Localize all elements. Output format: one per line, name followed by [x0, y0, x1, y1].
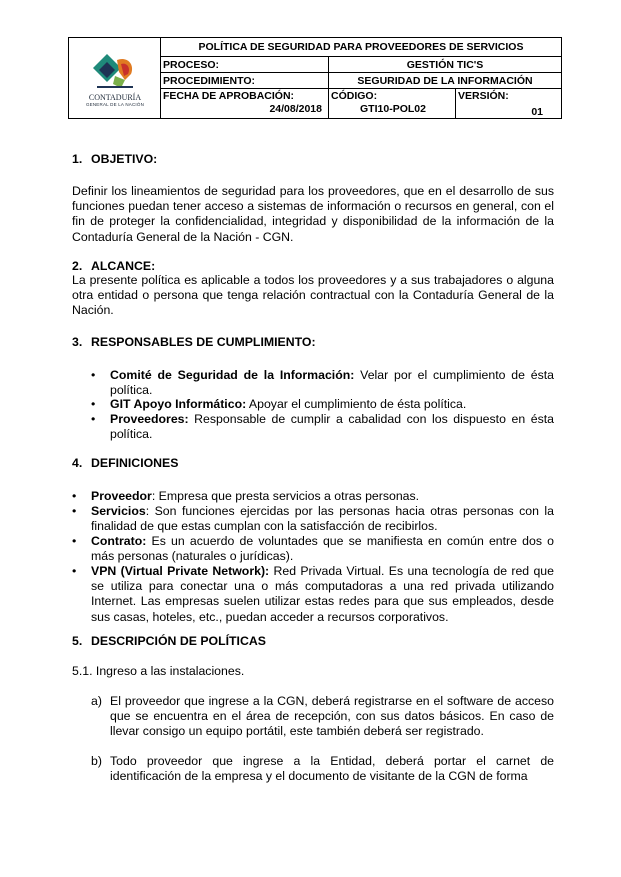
fecha-label: FECHA DE APROBACIÓN: [163, 90, 295, 102]
item-text: Todo proveedor que ingrese a la Entidad, deberá portar el carnet de identificación de la empresa y el documento de visitante de la CGN de forma [110, 754, 554, 784]
section-title: ALCANCE: [91, 259, 156, 273]
codigo-cell [329, 89, 456, 118]
item-term: Proveedor [91, 489, 152, 503]
proceso-label: PROCESO: [161, 57, 329, 72]
bullet-icon: • [72, 489, 77, 503]
item-term: GIT Apoyo Informático: [110, 397, 247, 411]
document-header-table [68, 37, 562, 119]
header-proceso-row [161, 57, 561, 73]
section-title: DEFINICIONES [91, 456, 179, 470]
alcance-paragraph: La presente política es aplicable a todos los proveedores y a sus trabajadores o alguna otra entidad o persona que tenga relación contractual con la Contaduría General de la Nación. [72, 273, 554, 318]
item-term: Comité de Seguridad de la Información: [110, 368, 355, 382]
list-item [91, 412, 554, 442]
procedimiento-value: SEGURIDAD DE LA INFORMACIÓN [357, 75, 533, 87]
item-text: Es un acuerdo de voluntades que se manifiesta en común entre dos o más personas (naturales o jurídicas). [91, 534, 554, 564]
header-fecha-row [161, 89, 561, 118]
version-value: 01 [531, 106, 543, 118]
list-item [91, 368, 555, 398]
bullet-icon: • [91, 412, 96, 426]
bullet-icon: • [91, 368, 96, 382]
section-number: 1. [72, 152, 83, 166]
objetivo-paragraph: Definir los lineamientos de seguridad para los proveedores, que en el desarrollo de sus funciones puedan tener acceso a sistemas de información o recursos en general, con el fin de proteger la confidencialidad, integridad y disponibilidad de la información de la Contaduría General de la Nación - CGN. [72, 184, 554, 244]
section-heading-alcance [72, 259, 155, 273]
section-heading-definiciones [72, 456, 178, 470]
section-number: 2. [72, 259, 83, 273]
section-number: 5. [72, 634, 83, 648]
item-term: Contrato: [91, 534, 147, 548]
list-item [72, 564, 554, 625]
list-item [91, 694, 554, 740]
item-text: : Son funciones ejercidas por las personas hacia otras personas con la finalidad de que estas cumplan con la satisfacción de recibirlos. [91, 504, 554, 534]
document-title: POLÍTICA DE SEGURIDAD PARA PROVEEDORES DE SERVICIOS [198, 41, 524, 53]
version-label: VERSIÓN: [458, 90, 509, 102]
item-term: Proveedores: [110, 412, 189, 426]
logo-cell [69, 38, 161, 118]
bullet-icon: • [91, 397, 96, 411]
fecha-value: 24/08/2018 [269, 103, 322, 115]
item-text: Responsable de cumplir a cabalidad con los dispuesto en ésta política. [110, 412, 554, 442]
item-letter: b) [91, 754, 102, 768]
header-title-row [161, 38, 561, 57]
bullet-icon: • [72, 534, 77, 548]
bullet-icon: • [72, 564, 77, 578]
section-title: DESCRIPCIÓN DE POLÍTICAS [91, 634, 266, 648]
codigo-value: GTI10-POL02 [360, 103, 426, 115]
list-item [72, 504, 554, 534]
version-cell [456, 89, 561, 118]
section-title: OBJETIVO: [91, 152, 158, 166]
item-text: : Empresa que presta servicios a otras personas. [151, 489, 420, 503]
logo-subtitle: GENERAL DE LA NACIÓN [85, 102, 145, 107]
list-item [91, 754, 554, 784]
codigo-label: CÓDIGO: [331, 90, 378, 102]
list-item [72, 489, 554, 504]
section-heading-objetivo [72, 152, 157, 166]
proceso-value: GESTIÓN TIC'S [406, 59, 484, 71]
item-text: Red Privada Virtual. Es una tecnología de red que se utiliza para conectar una o más computadoras a una red privada utilizando Internet. Las empresas suelen utilizar estas redes para que sus empleados, desde sus casas, hoteles, etc., puedan acceder a recursos corporativos. [91, 564, 554, 624]
section-heading-responsables [72, 335, 316, 349]
section-number: 4. [72, 456, 83, 470]
item-text: El proveedor que ingrese a la CGN, deberá registrarse en el software de acceso que se encuentra en el área de recepción, con sus datos básicos. En caso de llevar consigo un equipo portátil, este también deberá ser registrado. [110, 694, 554, 739]
item-text: Velar por el cumplimiento de ésta política. [110, 368, 555, 398]
item-term: Servicios [91, 504, 146, 518]
procedimiento-label: PROCEDIMIENTO: [161, 73, 329, 88]
fecha-cell [161, 89, 329, 118]
item-text: Apoyar el cumplimiento de ésta política. [246, 397, 467, 411]
logo-wordmark: CONTADURÍA [88, 93, 142, 102]
list-item [72, 534, 554, 564]
subsection-heading: 5.1. Ingreso a las instalaciones. [72, 664, 245, 678]
section-number: 3. [72, 335, 83, 349]
list-item [91, 397, 554, 412]
bullet-icon: • [72, 504, 77, 518]
cgn-logo-icon [91, 50, 139, 92]
item-letter: a) [91, 694, 102, 708]
header-procedimiento-row [161, 73, 561, 89]
section-heading-descripcion [72, 634, 266, 648]
item-term: VPN (Virtual Private Network): [91, 564, 270, 578]
section-title: RESPONSABLES DE CUMPLIMIENTO: [91, 335, 316, 349]
